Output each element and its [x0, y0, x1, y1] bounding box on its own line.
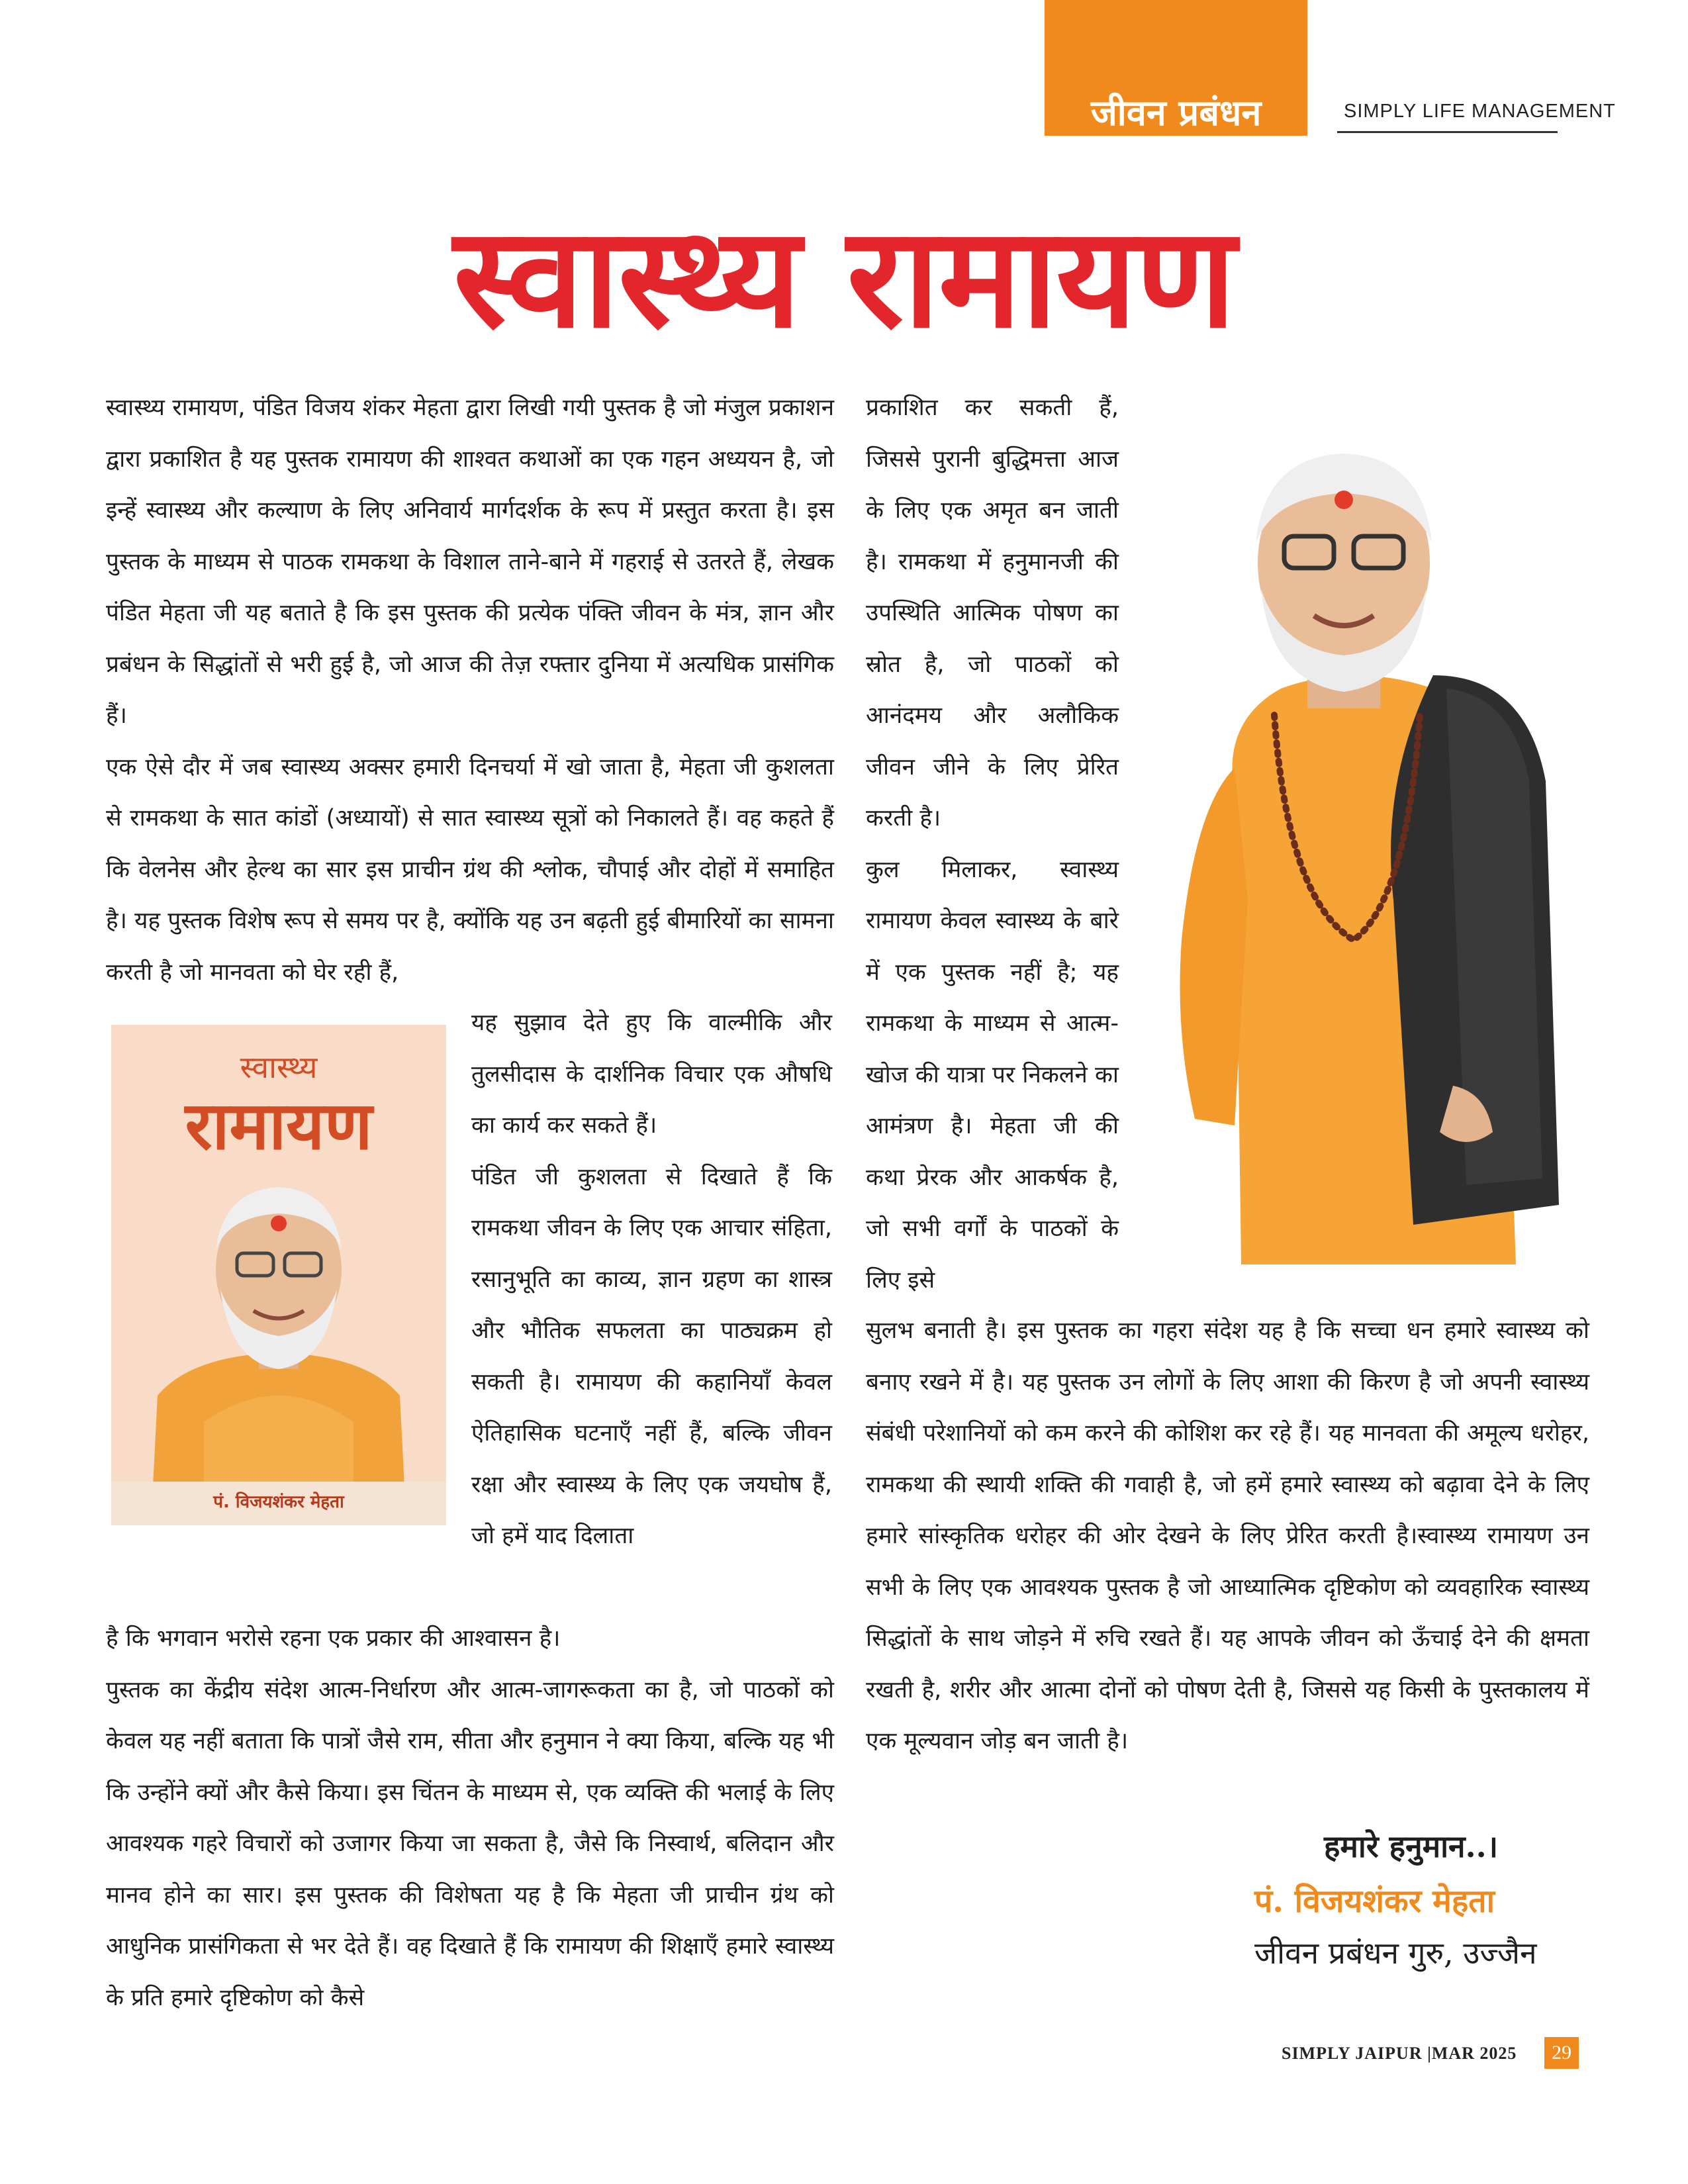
section-rule [1337, 131, 1558, 133]
signature-greeting: हमारे हनुमान..। [1324, 1828, 1499, 1864]
paragraph: पंडित जी कुशलता से दिखाते हैं कि रामकथा जीवन के लिए एक आचार संहिता, रसानुभूति का काव्य, ज्ञान ग्रहण का शास्त्र और भौतिक सफलता का पाठ्यक्रम हो सकती है। रामायण की कहानियाँ केवल ऐतिहासिक घटनाएँ नहीं हैं, बल्कि जीवन रक्षा और स्वास्थ्य के लिए एक जयघोष हैं, जो हमें याद दिलाता [471, 1163, 832, 1549]
book-cover-author: पं. विजयशंकर मेहता [213, 1492, 344, 1512]
paragraph: सुलभ बनाती है। इस पुस्तक का गहरा संदेश यह है कि सच्चा धन हमारे स्वास्थ्य को बनाए रखने में है। यह पुस्तक उन लोगों के लिए आशा की किरण है जो अपनी स्वास्थ्य संबंधी परेशानियों को कम करने की कोशिश कर रहे हैं। यह मानवता की अमूल्य धरोहर, रामकथा की स्थायी शक्ति की गवाही है, जो हमें हमारे स्वास्थ्य को बढ़ावा देने के लिए हमारे सांस्कृतिक धरोहर की ओर देखने के लिए प्रेरित करती है।स्वास्थ्य रामायण उन सभी के लिए एक आवश्यक पुस्तक है जो आध्यात्मिक दृष्टिकोण को व्यवहारिक स्वास्थ्य सिद्धांतों के साथ जोड़ने में रुचि रखते हैं। यह आपके जीवन को ऊँचाई देने की क्षमता रखती है, शरीर और आत्मा दोनों को पोषण देती है, जिससे यह किसी के पुस्तकालय में एक मूल्यवान जोड़ बन जाती है। [866, 1317, 1589, 1754]
article-column-left-wrap [471, 998, 832, 1562]
footer-publication: SIMPLY JAIPUR |MAR 2025 [1282, 2044, 1517, 2063]
paragraph: एक ऐसे दौर में जब स्वास्थ्य अक्सर हमारी दिनचर्या में खो जाता है, मेहता जी कुशलता से रामकथा के सात कांडों (अध्यायों) से सात स्वास्थ्य सूत्रों को निकालते हैं। वह कहते हैं कि वेलनेस और हेल्थ का सार इस प्राचीन ग्रंथ की श्लोक, चौपाई और दोहों में समाहित है। यह पुस्तक विशेष रूप से समय पर है, क्योंकि यह उन बढ़ती हुई बीमारियों का सामना करती है जो मानवता को घेर रही हैं, [106, 753, 834, 986]
book-cover-big-title: रामायण [185, 1086, 373, 1164]
section-subtitle: SIMPLY LIFE MANAGEMENT [1344, 101, 1616, 122]
page-number: 29 [1544, 2037, 1579, 2069]
paragraph: प्रकाशित कर सकती हैं, जिससे पुरानी बुद्धिमत्ता आज के लिए एक अमृत बन जाती है। रामकथा में हनुमानजी की उपस्थिति आत्मिक पोषण का स्रोत है, जो पाठकों को आनंदमय और अलौकिक जीवन जीने के लिए प्रेरित करती है। [866, 395, 1119, 831]
paragraph: यह सुझाव देते हुए कि वाल्मीकि और तुलसीदास के दार्शनिक विचार एक औषधि का कार्य कर सकते हैं। [471, 1010, 832, 1139]
book-cover-small-title: स्वास्थ्य [240, 1049, 318, 1085]
paragraph: कुल मिलाकर, स्वास्थ्य रामायण केवल स्वास्थ्य के बारे में एक पुस्तक नहीं है; यह रामकथा के माध्यम से आत्म-खोज की यात्रा पर निकलने का आमंत्रण है। मेहता जी की कथा प्रेरक और आकर्षक है, जो सभी वर्गों के पाठकों के लिए इसे [866, 856, 1119, 1294]
article-column-right-wide [866, 1306, 1589, 1768]
article-title: स्वास्थ्य रामायण [453, 197, 1235, 359]
paragraph: पुस्तक का केंद्रीय संदेश आत्म-निर्धारण और आत्म-जागरूकता का है, जो पाठकों को केवल यह नहीं बताता कि पात्रों जैसे राम, सीता और हनुमान ने क्या किया, बल्कि यह भी कि उन्होंने क्यों और कैसे किया। इस चिंतन के माध्यम से, एक व्यक्ति की भलाई के लिए आवश्यक गहरे विचारों को उजागर किया जा सकता है, जैसे कि निस्वार्थ, बलिदान और मानव होने का सार। इस पुस्तक की विशेषता यह है कि मेहता जी प्राचीन ग्रंथ को आधुनिक प्रासंगिकता से भर देते हैं। वह दिखाते हैं कि रामायण की शिक्षाएँ हमारे स्वास्थ्य के प्रति हमारे दृष्टिकोण को कैसे [106, 1676, 834, 2011]
article-column-right-narrow [866, 383, 1119, 1306]
article-column-left-top [106, 383, 834, 998]
section-title: जीवन प्रबंधन [1090, 92, 1262, 134]
author-photo [1155, 437, 1572, 1264]
signature-author-title: जीवन प्रबंधन गुरु, उज्जैन [1254, 1935, 1537, 1971]
signature-author-name: पं. विजयशंकर मेहता [1254, 1883, 1495, 1920]
paragraph: है कि भगवान भरोसे रहना एक प्रकार की आश्वासन है। [106, 1625, 561, 1652]
paragraph: स्वास्थ्य रामायण, पंडित विजय शंकर मेहता द्वारा लिखी गयी पुस्तक है जो मंजुल प्रकाशन द्वारा प्रकाशित है यह पुस्तक रामायण की शाश्वत कथाओं का एक गहन अध्ययन है, जो इन्हें स्वास्थ्य और कल्याण के लिए अनिवार्य मार्गदर्शक के रूप में प्रस्तुत करता है। इस पुस्तक के माध्यम से पाठक रामकथा के विशाल ताने-बाने में गहराई से उतरते हैं, लेखक पंडित मेहता जी यह बताते है कि इस पुस्तक की प्रत्येक पंक्ति जीवन के मंत्र, ज्ञान और प्रबंधन के सिद्धांतों से भरी हुई है, जो आज की तेज़ रफ्तार दुनिया में अत्यधिक प्रासंगिक हैं। [106, 395, 834, 729]
article-column-left-bottom [106, 1613, 834, 2024]
